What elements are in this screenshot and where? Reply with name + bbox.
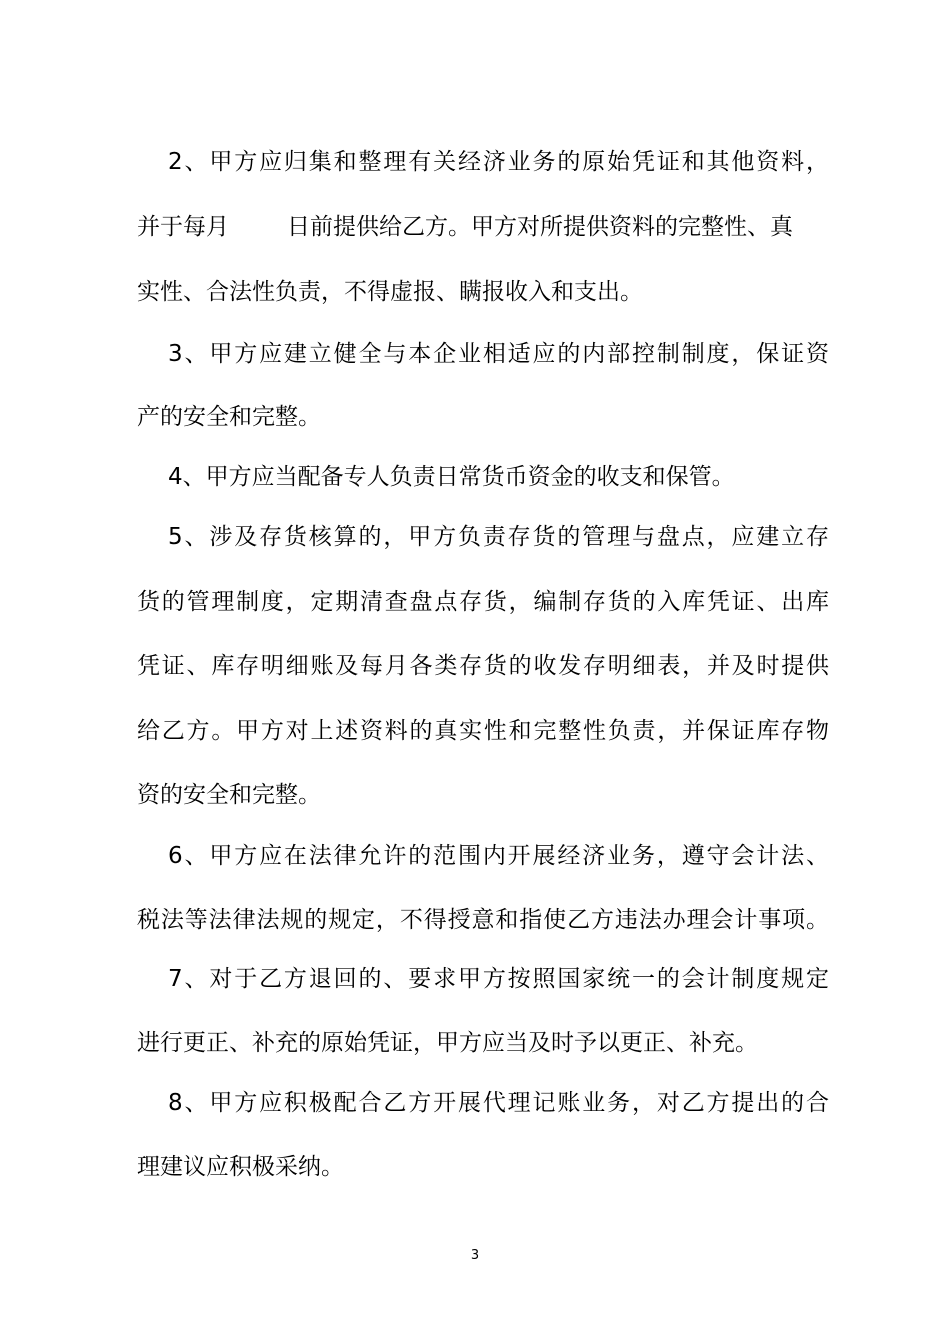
paragraph-3-line-1: 3、甲方应建立健全与本企业相适应的内部控制制度，保证资 xyxy=(168,341,829,367)
page-number: 3 xyxy=(470,1248,480,1263)
paragraph-2-line-2-start: 并于每月 xyxy=(137,214,229,240)
paragraph-3-line-2: 产的安全和完整。 xyxy=(137,404,321,430)
paragraph-5-line-3: 凭证、库存明细账及每月各类存货的收发存明细表，并及时提供 xyxy=(137,653,829,679)
paragraph-8-line-1: 8、甲方应积极配合乙方开展代理记账业务，对乙方提出的合 xyxy=(168,1090,829,1116)
paragraph-6-line-1: 6、甲方应在法律允许的范围内开展经济业务，遵守会计法、 xyxy=(168,843,829,869)
paragraph-2-line-2-end: 日前提供给乙方。甲方对所提供资料的完整性、真 xyxy=(287,214,793,240)
paragraph-8-line-2: 理建议应积极采纳。 xyxy=(137,1154,344,1180)
paragraph-5-line-2: 货的管理制度，定期清查盘点存货，编制存货的入库凭证、出库 xyxy=(137,589,829,615)
paragraph-4-line-1: 4、甲方应当配备专人负责日常货币资金的收支和保管。 xyxy=(168,464,735,490)
paragraph-2-line-2 xyxy=(137,211,829,243)
paragraph-2-line-1: 2、甲方应归集和整理有关经济业务的原始凭证和其他资料， xyxy=(168,149,829,175)
paragraph-6-line-2: 税法等法律法规的规定，不得授意和指使乙方违法办理会计事项。 xyxy=(137,907,829,933)
paragraph-7-line-1: 7、对于乙方退回的、要求甲方按照国家统一的会计制度规定 xyxy=(168,966,829,992)
paragraph-5-line-5: 资的安全和完整。 xyxy=(137,782,321,808)
paragraph-5-line-1: 5、涉及存货核算的，甲方负责存货的管理与盘点，应建立存 xyxy=(168,524,829,550)
paragraph-5-line-4: 给乙方。甲方对上述资料的真实性和完整性负责，并保证库存物 xyxy=(137,718,829,744)
paragraph-2-line-3: 实性、合法性负责，不得虚报、瞒报收入和支出。 xyxy=(137,279,643,305)
paragraph-7-line-2: 进行更正、补充的原始凭证，甲方应当及时予以更正、补充。 xyxy=(137,1030,758,1056)
